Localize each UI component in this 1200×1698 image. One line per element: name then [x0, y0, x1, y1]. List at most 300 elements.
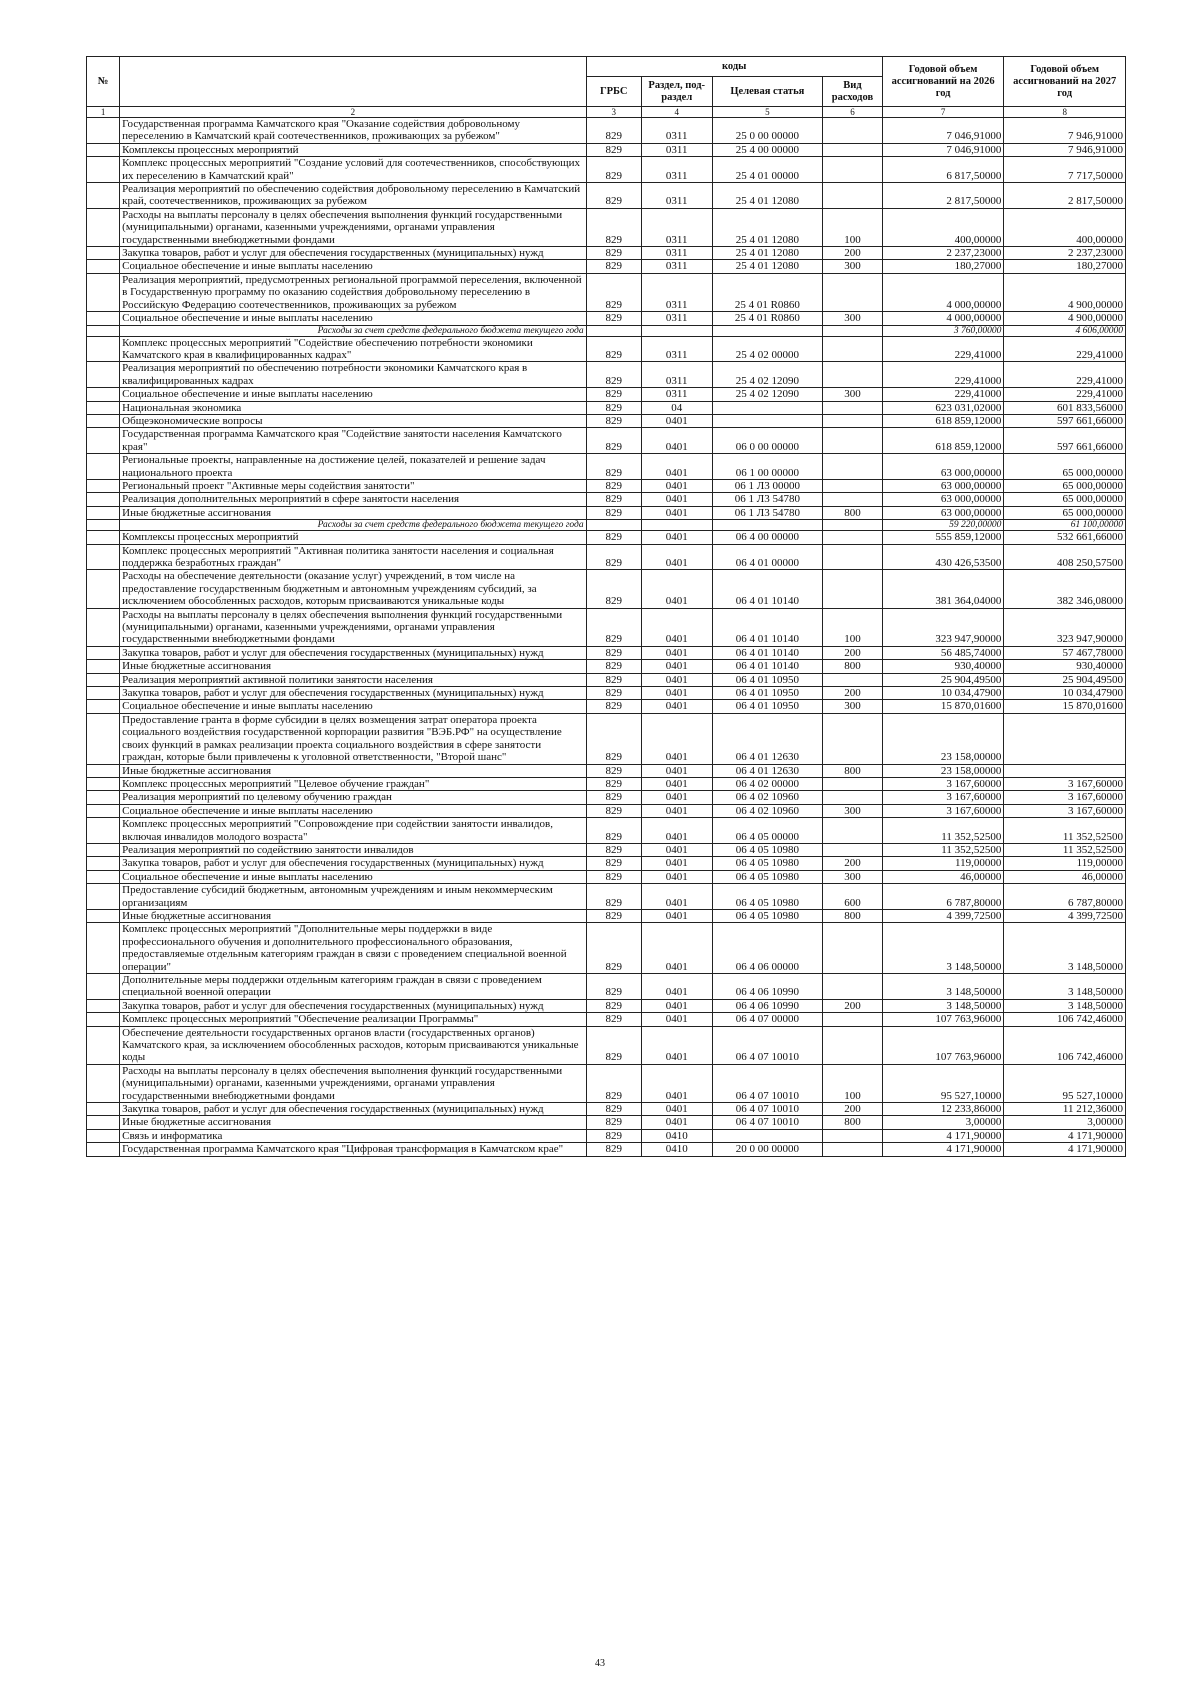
cell-section: 0401	[641, 673, 712, 686]
cell-num	[87, 479, 120, 492]
cell-grbs: 829	[586, 506, 641, 519]
cell-num	[87, 700, 120, 713]
cell-year-2027: 7 946,91000	[1004, 143, 1126, 156]
cell-year-2027: 65 000,00000	[1004, 506, 1126, 519]
cell-target: 25 0 00 00000	[712, 118, 823, 144]
header-target: Целевая статья	[712, 77, 823, 107]
cell-year-2027: 400,00000	[1004, 208, 1126, 246]
cell-year-2026: 618 859,12000	[882, 428, 1004, 454]
table-row	[87, 923, 1126, 974]
cell-name: Предоставление субсидий бюджетным, автономным учреждениям и иным некоммерческим организациям	[120, 884, 586, 910]
table-row	[87, 362, 1126, 388]
header-expense-type: Вид расходов	[823, 77, 883, 107]
cell-year-2027: 7 946,91000	[1004, 118, 1126, 144]
cell-num	[87, 843, 120, 856]
cell-expense-type: 200	[823, 857, 883, 870]
cell-grbs	[586, 520, 641, 531]
cell-grbs: 829	[586, 531, 641, 544]
cell-name: Реализация мероприятий по целевому обучению граждан	[120, 791, 586, 804]
table-row	[87, 1143, 1126, 1156]
cell-num	[87, 646, 120, 659]
cell-year-2027: 57 467,78000	[1004, 646, 1126, 659]
cell-name: Социальное обеспечение и иные выплаты населению	[120, 388, 586, 401]
cell-name: Региональный проект "Активные меры содействия занятости"	[120, 479, 586, 492]
cell-expense-type: 300	[823, 388, 883, 401]
cell-num	[87, 118, 120, 144]
cell-year-2027: 323 947,90000	[1004, 608, 1126, 646]
table-row	[87, 273, 1126, 311]
cell-name: Иные бюджетные ассигнования	[120, 909, 586, 922]
cell-name: Социальное обеспечение и иные выплаты населению	[120, 312, 586, 325]
cell-expense-type	[823, 325, 883, 336]
cell-target: 06 4 07 10010	[712, 1026, 823, 1064]
cell-year-2026: 229,41000	[882, 388, 1004, 401]
budget-table	[86, 56, 1126, 1157]
cell-section: 0311	[641, 312, 712, 325]
cell-num	[87, 870, 120, 883]
cell-year-2026: 15 870,01600	[882, 700, 1004, 713]
cell-year-2027: 382 346,08000	[1004, 570, 1126, 608]
cell-expense-type: 300	[823, 312, 883, 325]
cell-grbs: 829	[586, 118, 641, 144]
table-header	[87, 57, 1126, 118]
cell-year-2026: 25 904,49500	[882, 673, 1004, 686]
table-row	[87, 143, 1126, 156]
cell-section: 0311	[641, 273, 712, 311]
cell-section: 0311	[641, 208, 712, 246]
cell-year-2026: 56 485,74000	[882, 646, 1004, 659]
header-year-2026: Годовой объем ассигнований на 2026 год	[882, 57, 1004, 107]
cell-num	[87, 454, 120, 480]
cell-year-2027: 408 250,57500	[1004, 544, 1126, 570]
cell-target: 06 4 01 12630	[712, 713, 823, 764]
table-row	[87, 506, 1126, 519]
cell-name: Иные бюджетные ассигнования	[120, 506, 586, 519]
cell-num	[87, 804, 120, 817]
cell-grbs: 829	[586, 713, 641, 764]
cell-num	[87, 1143, 120, 1156]
cell-grbs: 829	[586, 1129, 641, 1142]
cell-target: 25 4 01 12080	[712, 183, 823, 209]
cell-expense-type	[823, 336, 883, 362]
cell-expense-type	[823, 974, 883, 1000]
table-row	[87, 531, 1126, 544]
cell-grbs: 829	[586, 143, 641, 156]
cell-expense-type	[823, 118, 883, 144]
cell-num	[87, 260, 120, 273]
cell-section: 0401	[641, 660, 712, 673]
cell-year-2027: 229,41000	[1004, 388, 1126, 401]
cell-target: 06 4 07 10010	[712, 1064, 823, 1102]
cell-year-2026: 4 171,90000	[882, 1143, 1004, 1156]
cell-target	[712, 401, 823, 414]
cell-target: 06 4 01 10140	[712, 570, 823, 608]
cell-year-2026: 623 031,02000	[882, 401, 1004, 414]
cell-name: Комплексы процессных мероприятий	[120, 531, 586, 544]
cell-section: 0311	[641, 143, 712, 156]
cell-expense-type	[823, 493, 883, 506]
cell-expense-type	[823, 923, 883, 974]
cell-section: 0401	[641, 428, 712, 454]
cell-year-2026: 430 426,53500	[882, 544, 1004, 570]
cell-expense-type	[823, 1013, 883, 1026]
column-number-row	[87, 107, 1126, 118]
cell-year-2027: 4 171,90000	[1004, 1143, 1126, 1156]
table-row	[87, 777, 1126, 790]
cell-year-2026: 555 859,12000	[882, 531, 1004, 544]
cell-grbs: 829	[586, 909, 641, 922]
cell-grbs: 829	[586, 1103, 641, 1116]
cell-name: Дополнительные меры поддержки отдельным категориям граждан в связи с проведением специальной военной операции	[120, 974, 586, 1000]
cell-name: Предоставление гранта в форме субсидии в целях возмещения затрат оператора проекта социального воздействия государственной корпорации развития "ВЭБ.РФ" на осуществление своих функций в рамках реализации проекта социального воздействия в сфере занятости граждан, которые были привлечены к уголовной ответственности, "Второй шанс"	[120, 713, 586, 764]
cell-section: 0410	[641, 1129, 712, 1142]
cell-grbs: 829	[586, 646, 641, 659]
cell-grbs: 829	[586, 1026, 641, 1064]
cell-num	[87, 520, 120, 531]
table-row	[87, 608, 1126, 646]
cell-grbs: 829	[586, 870, 641, 883]
cell-year-2026: 3 167,60000	[882, 804, 1004, 817]
cell-name: Расходы за счет средств федерального бюджета текущего года	[120, 520, 586, 531]
cell-name: Комплексы процессных мероприятий	[120, 143, 586, 156]
cell-grbs: 829	[586, 923, 641, 974]
cell-section: 0401	[641, 843, 712, 856]
cell-target: 06 4 02 10960	[712, 804, 823, 817]
cell-grbs: 829	[586, 454, 641, 480]
cell-year-2027: 119,00000	[1004, 857, 1126, 870]
cell-section: 0410	[641, 1143, 712, 1156]
cell-target: 06 4 06 10990	[712, 974, 823, 1000]
table-row	[87, 312, 1126, 325]
cell-year-2027: 65 000,00000	[1004, 493, 1126, 506]
cell-section: 0401	[641, 1064, 712, 1102]
cell-name: Социальное обеспечение и иные выплаты населению	[120, 700, 586, 713]
cell-target: 25 4 00 00000	[712, 143, 823, 156]
cell-num	[87, 506, 120, 519]
cell-expense-type: 300	[823, 700, 883, 713]
cell-section: 0401	[641, 974, 712, 1000]
cell-grbs: 829	[586, 388, 641, 401]
cell-num	[87, 388, 120, 401]
cell-target: 06 4 02 10960	[712, 791, 823, 804]
cell-grbs: 829	[586, 999, 641, 1012]
cell-target: 06 4 06 10990	[712, 999, 823, 1012]
cell-num	[87, 336, 120, 362]
cell-expense-type: 100	[823, 608, 883, 646]
table-row	[87, 1026, 1126, 1064]
cell-name: Расходы на выплаты персоналу в целях обеспечения выполнения функций государственными (муниципальными) органами, казенными учреждениями, органами управления государственными внебюджетными фондами	[120, 1064, 586, 1102]
cell-expense-type	[823, 520, 883, 531]
cell-expense-type	[823, 183, 883, 209]
cell-section: 0311	[641, 247, 712, 260]
cell-year-2026: 63 000,00000	[882, 506, 1004, 519]
cell-expense-type	[823, 791, 883, 804]
column-number: 8	[1004, 107, 1126, 118]
cell-section: 0401	[641, 414, 712, 427]
cell-num	[87, 183, 120, 209]
table-row	[87, 857, 1126, 870]
cell-year-2027: 597 661,66000	[1004, 414, 1126, 427]
cell-section: 0401	[641, 1026, 712, 1064]
cell-section: 0311	[641, 388, 712, 401]
cell-target: 06 4 05 10980	[712, 909, 823, 922]
table-row	[87, 428, 1126, 454]
cell-num	[87, 531, 120, 544]
cell-expense-type	[823, 818, 883, 844]
cell-target: 06 4 01 10950	[712, 673, 823, 686]
cell-expense-type	[823, 1026, 883, 1064]
cell-num	[87, 493, 120, 506]
table-row	[87, 208, 1126, 246]
cell-year-2027: 3 148,50000	[1004, 974, 1126, 1000]
cell-grbs: 829	[586, 843, 641, 856]
cell-section: 0401	[641, 454, 712, 480]
cell-section: 0311	[641, 362, 712, 388]
cell-num	[87, 687, 120, 700]
cell-section: 0401	[641, 1013, 712, 1026]
cell-year-2027: 4 399,72500	[1004, 909, 1126, 922]
cell-year-2027: 10 034,47900	[1004, 687, 1126, 700]
cell-year-2027: 15 870,01600	[1004, 700, 1126, 713]
cell-year-2026: 95 527,10000	[882, 1064, 1004, 1102]
cell-section: 0401	[641, 777, 712, 790]
cell-name: Закупка товаров, работ и услуг для обеспечения государственных (муниципальных) нужд	[120, 646, 586, 659]
cell-expense-type	[823, 479, 883, 492]
cell-target: 06 4 01 12630	[712, 764, 823, 777]
cell-grbs: 829	[586, 157, 641, 183]
cell-target: 06 1 Л3 54780	[712, 506, 823, 519]
header-codes: коды	[586, 57, 882, 77]
cell-grbs: 829	[586, 1064, 641, 1102]
cell-grbs: 829	[586, 401, 641, 414]
cell-year-2026: 10 034,47900	[882, 687, 1004, 700]
column-number: 7	[882, 107, 1004, 118]
cell-num	[87, 764, 120, 777]
table-row	[87, 870, 1126, 883]
cell-year-2027: 3 167,60000	[1004, 791, 1126, 804]
cell-grbs: 829	[586, 479, 641, 492]
cell-year-2027: 601 833,56000	[1004, 401, 1126, 414]
cell-year-2027: 7 717,50000	[1004, 157, 1126, 183]
cell-section: 0311	[641, 183, 712, 209]
cell-num	[87, 974, 120, 1000]
cell-year-2027: 597 661,66000	[1004, 428, 1126, 454]
cell-year-2027: 11 212,36000	[1004, 1103, 1126, 1116]
cell-name: Обеспечение деятельности государственных органов власти (государственных органов) Камчатского края, за исключением обособленных расходов, которым присваиваются уникальные коды	[120, 1026, 586, 1064]
cell-num	[87, 1026, 120, 1064]
cell-target: 06 4 00 00000	[712, 531, 823, 544]
cell-name: Комплекс процессных мероприятий "Сопровождение при содействии занятости инвалидов, включая инвалидов молодого возраста"	[120, 818, 586, 844]
cell-target: 06 0 00 00000	[712, 428, 823, 454]
cell-num	[87, 1064, 120, 1102]
cell-grbs: 829	[586, 764, 641, 777]
cell-num	[87, 273, 120, 311]
cell-year-2027: 61 100,00000	[1004, 520, 1126, 531]
cell-grbs: 829	[586, 700, 641, 713]
cell-target	[712, 414, 823, 427]
cell-year-2027: 180,27000	[1004, 260, 1126, 273]
cell-year-2027: 3 148,50000	[1004, 999, 1126, 1012]
cell-num	[87, 909, 120, 922]
header-section: Раздел, под-раздел	[641, 77, 712, 107]
cell-target: 06 4 01 10140	[712, 646, 823, 659]
cell-year-2026: 4 399,72500	[882, 909, 1004, 922]
cell-year-2027	[1004, 764, 1126, 777]
cell-section: 0401	[641, 1116, 712, 1129]
cell-expense-type	[823, 143, 883, 156]
cell-target: 25 4 02 00000	[712, 336, 823, 362]
cell-name: Комплекс процессных мероприятий "Создание условий для соотечественников, способствующих их переселению в Камчатский край"	[120, 157, 586, 183]
cell-year-2026: 323 947,90000	[882, 608, 1004, 646]
cell-year-2026: 46,00000	[882, 870, 1004, 883]
cell-grbs: 829	[586, 260, 641, 273]
column-number: 4	[641, 107, 712, 118]
cell-expense-type: 300	[823, 804, 883, 817]
cell-section: 0401	[641, 818, 712, 844]
table-row	[87, 818, 1126, 844]
cell-year-2026: 3 148,50000	[882, 974, 1004, 1000]
cell-year-2026: 12 233,86000	[882, 1103, 1004, 1116]
table-row	[87, 388, 1126, 401]
cell-year-2026: 400,00000	[882, 208, 1004, 246]
cell-name: Реализация мероприятий по обеспечению содействия добровольному переселению в Камчатский край, соотечественников, проживающих за рубежом	[120, 183, 586, 209]
cell-year-2027: 95 527,10000	[1004, 1064, 1126, 1102]
header-year-2027: Годовой объем ассигнований на 2027 год	[1004, 57, 1126, 107]
cell-target: 06 4 01 10950	[712, 687, 823, 700]
cell-target: 06 4 01 10140	[712, 660, 823, 673]
cell-year-2027: 4 900,00000	[1004, 312, 1126, 325]
cell-year-2026: 3 760,00000	[882, 325, 1004, 336]
cell-name: Комплекс процессных мероприятий "Целевое обучение граждан"	[120, 777, 586, 790]
cell-target: 25 4 01 R0860	[712, 273, 823, 311]
cell-expense-type: 600	[823, 884, 883, 910]
column-number: 5	[712, 107, 823, 118]
cell-expense-type	[823, 273, 883, 311]
cell-year-2026: 229,41000	[882, 362, 1004, 388]
cell-num	[87, 570, 120, 608]
column-number: 2	[120, 107, 586, 118]
cell-year-2026: 3 148,50000	[882, 999, 1004, 1012]
table-row	[87, 884, 1126, 910]
cell-num	[87, 608, 120, 646]
cell-year-2026: 107 763,96000	[882, 1013, 1004, 1026]
cell-grbs: 829	[586, 777, 641, 790]
cell-expense-type: 800	[823, 660, 883, 673]
cell-section: 0311	[641, 118, 712, 144]
cell-target: 25 4 01 00000	[712, 157, 823, 183]
cell-target: 06 4 02 00000	[712, 777, 823, 790]
cell-year-2027: 6 787,80000	[1004, 884, 1126, 910]
cell-year-2026: 63 000,00000	[882, 493, 1004, 506]
cell-grbs: 829	[586, 687, 641, 700]
cell-grbs: 829	[586, 312, 641, 325]
cell-year-2026: 4 000,00000	[882, 312, 1004, 325]
cell-grbs: 829	[586, 336, 641, 362]
cell-year-2027: 229,41000	[1004, 336, 1126, 362]
cell-year-2026: 107 763,96000	[882, 1026, 1004, 1064]
cell-year-2026: 2 237,23000	[882, 247, 1004, 260]
table-row	[87, 687, 1126, 700]
cell-year-2026: 11 352,52500	[882, 818, 1004, 844]
cell-year-2026: 3,00000	[882, 1116, 1004, 1129]
table-row	[87, 804, 1126, 817]
cell-num	[87, 325, 120, 336]
cell-expense-type	[823, 544, 883, 570]
cell-section: 0401	[641, 1103, 712, 1116]
cell-grbs: 829	[586, 608, 641, 646]
cell-expense-type	[823, 843, 883, 856]
cell-section: 0401	[641, 646, 712, 659]
cell-year-2027: 532 661,66000	[1004, 531, 1126, 544]
cell-num	[87, 208, 120, 246]
cell-expense-type: 200	[823, 999, 883, 1012]
cell-name: Иные бюджетные ассигнования	[120, 660, 586, 673]
table-row	[87, 646, 1126, 659]
cell-name: Реализация мероприятий, предусмотренных региональной программой переселения, включенной в Государственную программу по оказанию содействия добровольному переселению в Российскую Федерацию соотечественников, проживающих за рубежом	[120, 273, 586, 311]
cell-expense-type	[823, 1129, 883, 1142]
cell-name: Закупка товаров, работ и услуг для обеспечения государственных (муниципальных) нужд	[120, 247, 586, 260]
cell-year-2026: 6 817,50000	[882, 157, 1004, 183]
cell-num	[87, 673, 120, 686]
table-row	[87, 454, 1126, 480]
cell-name: Социальное обеспечение и иные выплаты населению	[120, 804, 586, 817]
table-row	[87, 1116, 1126, 1129]
cell-year-2027: 2 817,50000	[1004, 183, 1126, 209]
cell-num	[87, 999, 120, 1012]
cell-year-2027: 65 000,00000	[1004, 454, 1126, 480]
cell-year-2027: 4 900,00000	[1004, 273, 1126, 311]
cell-target: 25 4 01 12080	[712, 247, 823, 260]
cell-name: Государственная программа Камчатского края "Оказание содействия добровольному переселению в Камчатский край соотечественников, проживающих за рубежом"	[120, 118, 586, 144]
cell-target: 06 4 07 10010	[712, 1103, 823, 1116]
cell-grbs: 829	[586, 414, 641, 427]
cell-name: Расходы на выплаты персоналу в целях обеспечения выполнения функций государственными (муниципальными) органами, казенными учреждениями, органами управления государственными внебюджетными фондами	[120, 608, 586, 646]
cell-target: 06 1 00 00000	[712, 454, 823, 480]
cell-target: 06 4 01 00000	[712, 544, 823, 570]
table-row	[87, 660, 1126, 673]
cell-target: 06 4 05 00000	[712, 818, 823, 844]
cell-target: 06 4 07 10010	[712, 1116, 823, 1129]
cell-year-2026: 4 171,90000	[882, 1129, 1004, 1142]
cell-target: 20 0 00 00000	[712, 1143, 823, 1156]
cell-expense-type	[823, 454, 883, 480]
cell-name: Комплекс процессных мероприятий "Содействие обеспечению потребности экономики Камчатского края в квалифицированных кадрах"	[120, 336, 586, 362]
cell-expense-type	[823, 531, 883, 544]
cell-year-2027: 4 606,00000	[1004, 325, 1126, 336]
table-row	[87, 843, 1126, 856]
cell-section	[641, 325, 712, 336]
cell-grbs: 829	[586, 208, 641, 246]
cell-year-2026: 119,00000	[882, 857, 1004, 870]
cell-year-2026: 7 046,91000	[882, 118, 1004, 144]
cell-section: 0401	[641, 791, 712, 804]
cell-name: Расходы на обеспечение деятельности (оказание услуг) учреждений, в том числе на предоставление государственным бюджетным и автономным учреждениям субсидий, за исключением обособленных расходов, которым присваиваются уникальные коды	[120, 570, 586, 608]
cell-name: Комплекс процессных мероприятий "Активная политика занятости населения и социальная поддержка безработных граждан"	[120, 544, 586, 570]
cell-year-2026: 4 000,00000	[882, 273, 1004, 311]
cell-year-2027: 2 237,23000	[1004, 247, 1126, 260]
table-row	[87, 401, 1126, 414]
cell-grbs: 829	[586, 673, 641, 686]
federal-budget-row	[87, 325, 1126, 336]
cell-year-2026: 3 167,60000	[882, 777, 1004, 790]
cell-year-2026: 7 046,91000	[882, 143, 1004, 156]
cell-year-2026: 23 158,00000	[882, 713, 1004, 764]
cell-name: Закупка товаров, работ и услуг для обеспечения государственных (муниципальных) нужд	[120, 999, 586, 1012]
cell-grbs: 829	[586, 1116, 641, 1129]
cell-num	[87, 544, 120, 570]
cell-target: 25 4 01 R0860	[712, 312, 823, 325]
cell-name: Реализация дополнительных мероприятий в сфере занятости населения	[120, 493, 586, 506]
